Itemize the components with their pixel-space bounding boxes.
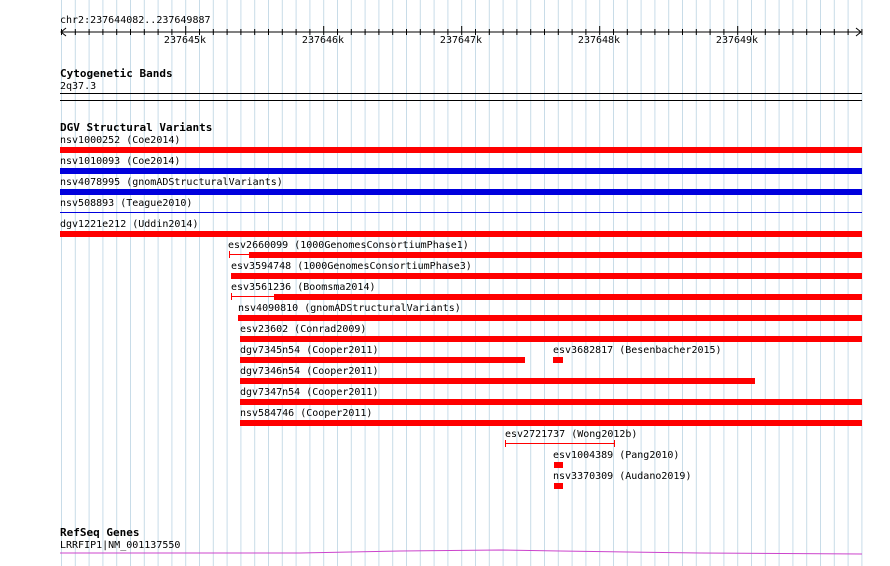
variant-label: nsv1000252 (Coe2014) <box>60 135 181 146</box>
gene-intron-line <box>60 550 862 554</box>
variant-bar-endcap <box>231 293 232 300</box>
cytobands-track-title[interactable]: Cytogenetic Bands <box>60 67 173 80</box>
variant-label: dgv1221e212 (Uddin2014) <box>60 219 199 230</box>
variant-bar-loss[interactable] <box>238 315 862 321</box>
ruler-minor-ticks <box>62 26 862 35</box>
ruler-tick-label: 237646k <box>301 35 345 46</box>
variant-bar-gain[interactable] <box>60 168 862 174</box>
variant-bar-loss[interactable] <box>553 357 563 363</box>
variant-bar-gain[interactable] <box>60 212 862 213</box>
variant-bar-loss[interactable] <box>240 378 755 384</box>
refseq-track-title[interactable]: RefSeq Genes <box>60 526 140 539</box>
variant-bar-loss[interactable] <box>60 231 862 237</box>
variant-label: esv23602 (Conrad2009) <box>240 324 367 335</box>
variant-bar-loss[interactable] <box>554 483 563 489</box>
variant-bar-loss[interactable] <box>249 252 862 258</box>
variant-bar-loss[interactable] <box>554 462 563 468</box>
variant-bar-thin[interactable] <box>505 443 615 444</box>
ruler-tick-label: 237648k <box>577 35 621 46</box>
variant-bar-loss[interactable] <box>231 273 862 279</box>
variant-label: nsv3370309 (Audano2019) <box>553 471 692 482</box>
variant-label: dgv7345n54 (Cooper2011) <box>240 345 379 356</box>
variant-bar-endcap <box>229 251 230 258</box>
variant-label: esv3594748 (1000GenomesConsortiumPhase3) <box>231 261 472 272</box>
variant-bar-thin[interactable] <box>229 254 249 255</box>
variant-label: nsv508893 (Teague2010) <box>60 198 193 209</box>
variant-bar-loss[interactable] <box>274 294 862 300</box>
cytoband-bar[interactable] <box>60 93 862 94</box>
variant-bar-endcap <box>505 440 506 447</box>
variant-bar-gain[interactable] <box>60 189 862 195</box>
variant-label: dgv7346n54 (Cooper2011) <box>240 366 379 377</box>
track-divider <box>60 100 862 101</box>
region-label: chr2:237644082..237649887 <box>60 15 211 26</box>
variant-bar-loss[interactable] <box>240 357 525 363</box>
ruler-tick-label: 237645k <box>163 35 207 46</box>
variant-bar-loss[interactable] <box>240 336 862 342</box>
variant-label: nsv4078995 (gnomADStructuralVariants) <box>60 177 283 188</box>
variant-bar-thin[interactable] <box>231 296 275 297</box>
variant-bar-loss[interactable] <box>240 420 862 426</box>
variant-bar-loss[interactable] <box>60 147 862 153</box>
variant-label: nsv4090810 (gnomADStructuralVariants) <box>238 303 461 314</box>
variant-label: esv3561236 (Boomsma2014) <box>231 282 376 293</box>
variant-label: nsv584746 (Cooper2011) <box>240 408 373 419</box>
dgv-track-title[interactable]: DGV Structural Variants <box>60 121 213 134</box>
variant-label: esv2660099 (1000GenomesConsortiumPhase1) <box>228 240 469 251</box>
ruler-tick-label: 237649k <box>715 35 759 46</box>
gene-label: LRRFIP1|NM_001137550 <box>60 540 181 551</box>
variant-label: esv1004389 (Pang2010) <box>553 450 680 461</box>
variant-label: nsv1010093 (Coe2014) <box>60 156 181 167</box>
variant-bar-loss[interactable] <box>240 399 862 405</box>
variant-label: esv3682817 (Besenbacher2015) <box>553 345 722 356</box>
variant-label: dgv7347n54 (Cooper2011) <box>240 387 379 398</box>
variant-label: esv2721737 (Wong2012b) <box>505 429 638 440</box>
variant-bar-endcap <box>614 440 615 447</box>
gene-model[interactable] <box>0 545 890 559</box>
cytoband-label: 2q37.3 <box>60 81 97 92</box>
ruler-tick-label: 237647k <box>439 35 483 46</box>
